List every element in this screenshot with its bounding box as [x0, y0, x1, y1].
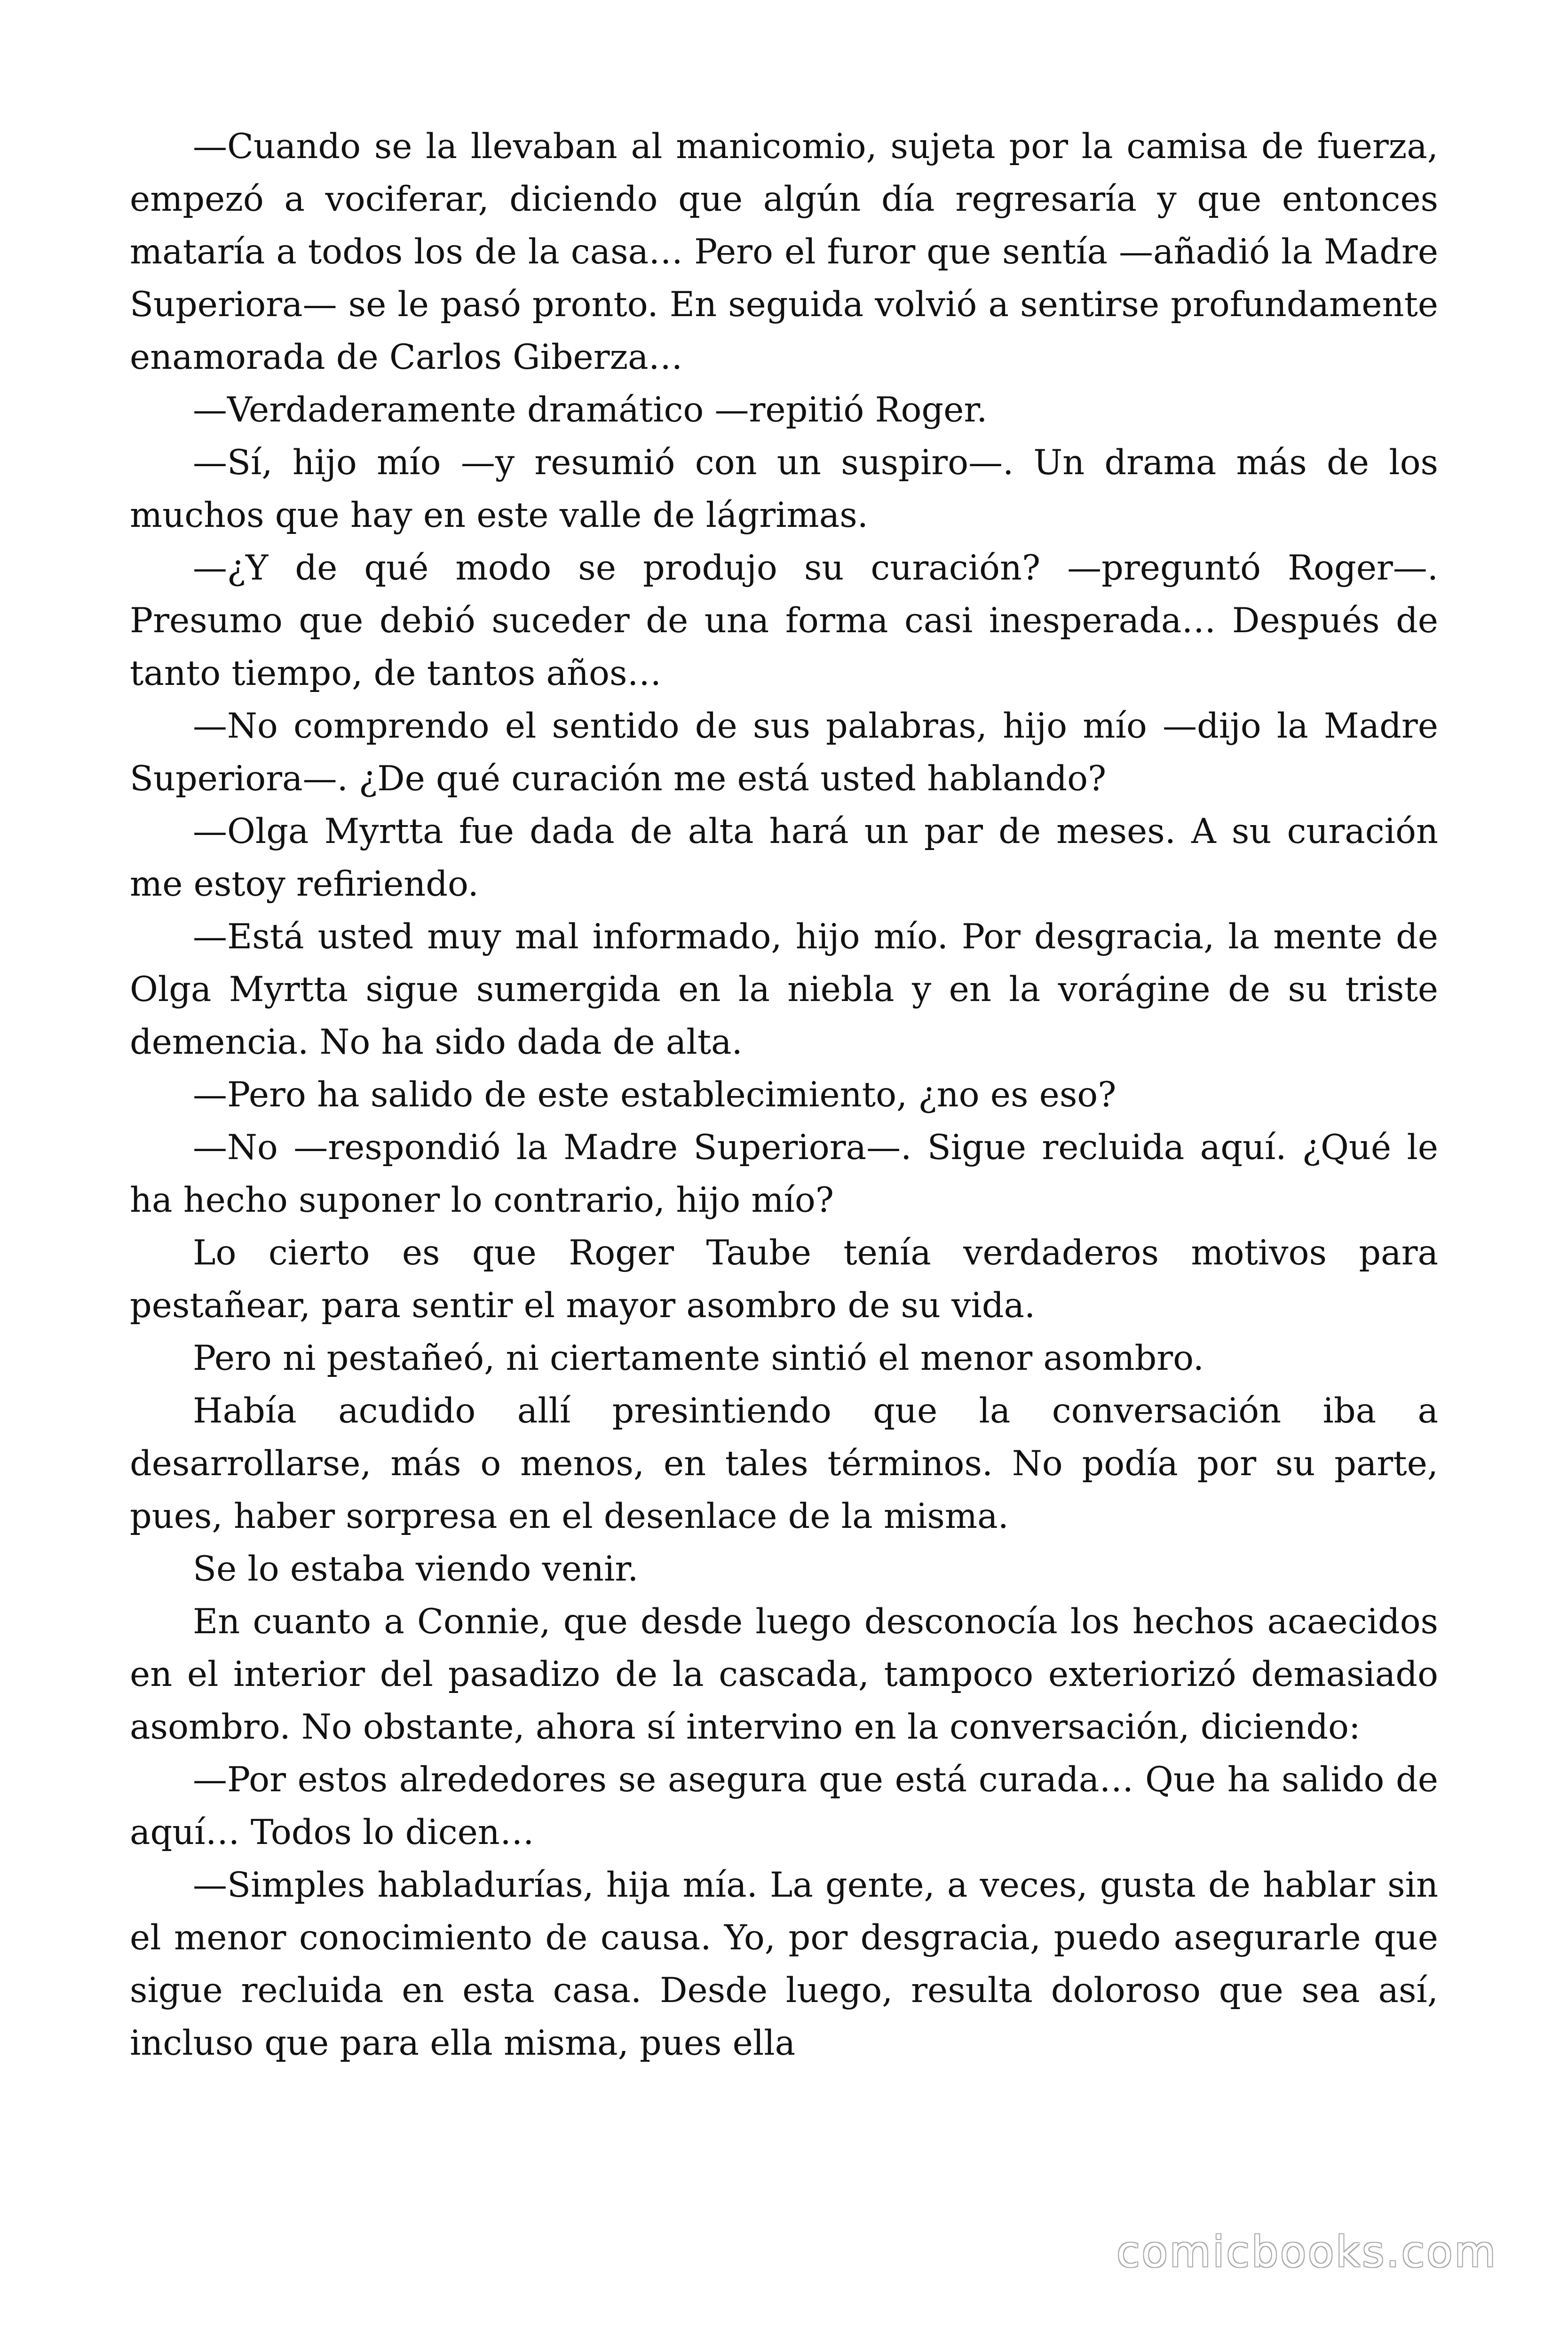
- paragraph-8: —Pero ha salido de este establecimiento, ¿no es eso?: [193, 1075, 1117, 1115]
- paragraph-7: —Está usted muy mal informado, hijo mío. Por desgracia, la mente de Olga Myrtta sigue sumergida en la niebla y en la vorágine de su triste demencia. No ha sido dada de alta.: [130, 917, 1438, 1062]
- paragraph-2: —Verdaderamente dramático —repitió Roger.: [193, 390, 988, 430]
- paragraph-12: Había acudido allí presintiendo que la conversación iba a desarrollarse, más o menos, en tales términos. No podía por su parte, pues, haber sorpresa en el desenlace de la misma.: [130, 1391, 1438, 1536]
- paragraph-16: —Simples habladurías, hija mía. La gente, a veces, gusta de hablar sin el menor conocimiento de causa. Yo, por desgracia, puedo asegurarle que sigue recluida en esta casa. Desde luego, resulta doloroso que sea así, incluso que para ella misma, pues ella: [130, 1865, 1438, 2063]
- paragraph-5: —No comprendo el sentido de sus palabras, hijo mío —dijo la Madre Superiora—. ¿De qué curación me está usted hablando?: [130, 706, 1438, 799]
- paragraph-1: —Cuando se la llevaban al manicomio, sujeta por la camisa de fuerza, empezó a vociferar, diciendo que algún día regresaría y que entonces mataría a todos los de la casa… Pero el furor que sentía —añadió la Madre Superiora— se le pasó pronto. En seguida volvió a sentirse profundamente enamorada de Carlos Giberza…: [130, 127, 1438, 377]
- paragraph-13: Se lo estaba viendo venir.: [193, 1549, 639, 1589]
- paragraph-4: —¿Y de qué modo se produjo su curación? —preguntó Roger—. Presumo que debió suceder de una forma casi inesperada… Después de tanto tiempo, de tantos años…: [130, 548, 1438, 693]
- paragraph-9: —No —respondió la Madre Superiora—. Sigue recluida aquí. ¿Qué le ha hecho suponer lo contrario, hijo mío?: [130, 1128, 1438, 1220]
- paragraph-14: En cuanto a Connie, que desde luego desconocía los hechos acaecidos en el interior del pasadizo de la cascada, tampoco exteriorizó demasiado asombro. No obstante, ahora sí intervino en la conversación, diciendo:: [130, 1602, 1438, 1747]
- paragraph-3: —Sí, hijo mío —y resumió con un suspiro—. Un drama más de los muchos que hay en este valle de lágrimas.: [130, 443, 1438, 535]
- paragraph-11: Pero ni pestañeó, ni ciertamente sintió el menor asombro.: [193, 1338, 1204, 1378]
- paragraph-15: —Por estos alrededores se asegura que está curada… Que ha salido de aquí… Todos lo dicen…: [130, 1760, 1438, 1852]
- page-body: [130, 120, 1438, 2070]
- watermark: comicbooks.com: [1117, 2227, 1497, 2277]
- paragraph-6: —Olga Myrtta fue dada de alta hará un par de meses. A su curación me estoy refiriendo.: [130, 811, 1438, 904]
- paragraph-10: Lo cierto es que Roger Taube tenía verdaderos motivos para pestañear, para sentir el mayor asombro de su vida.: [130, 1233, 1438, 1326]
